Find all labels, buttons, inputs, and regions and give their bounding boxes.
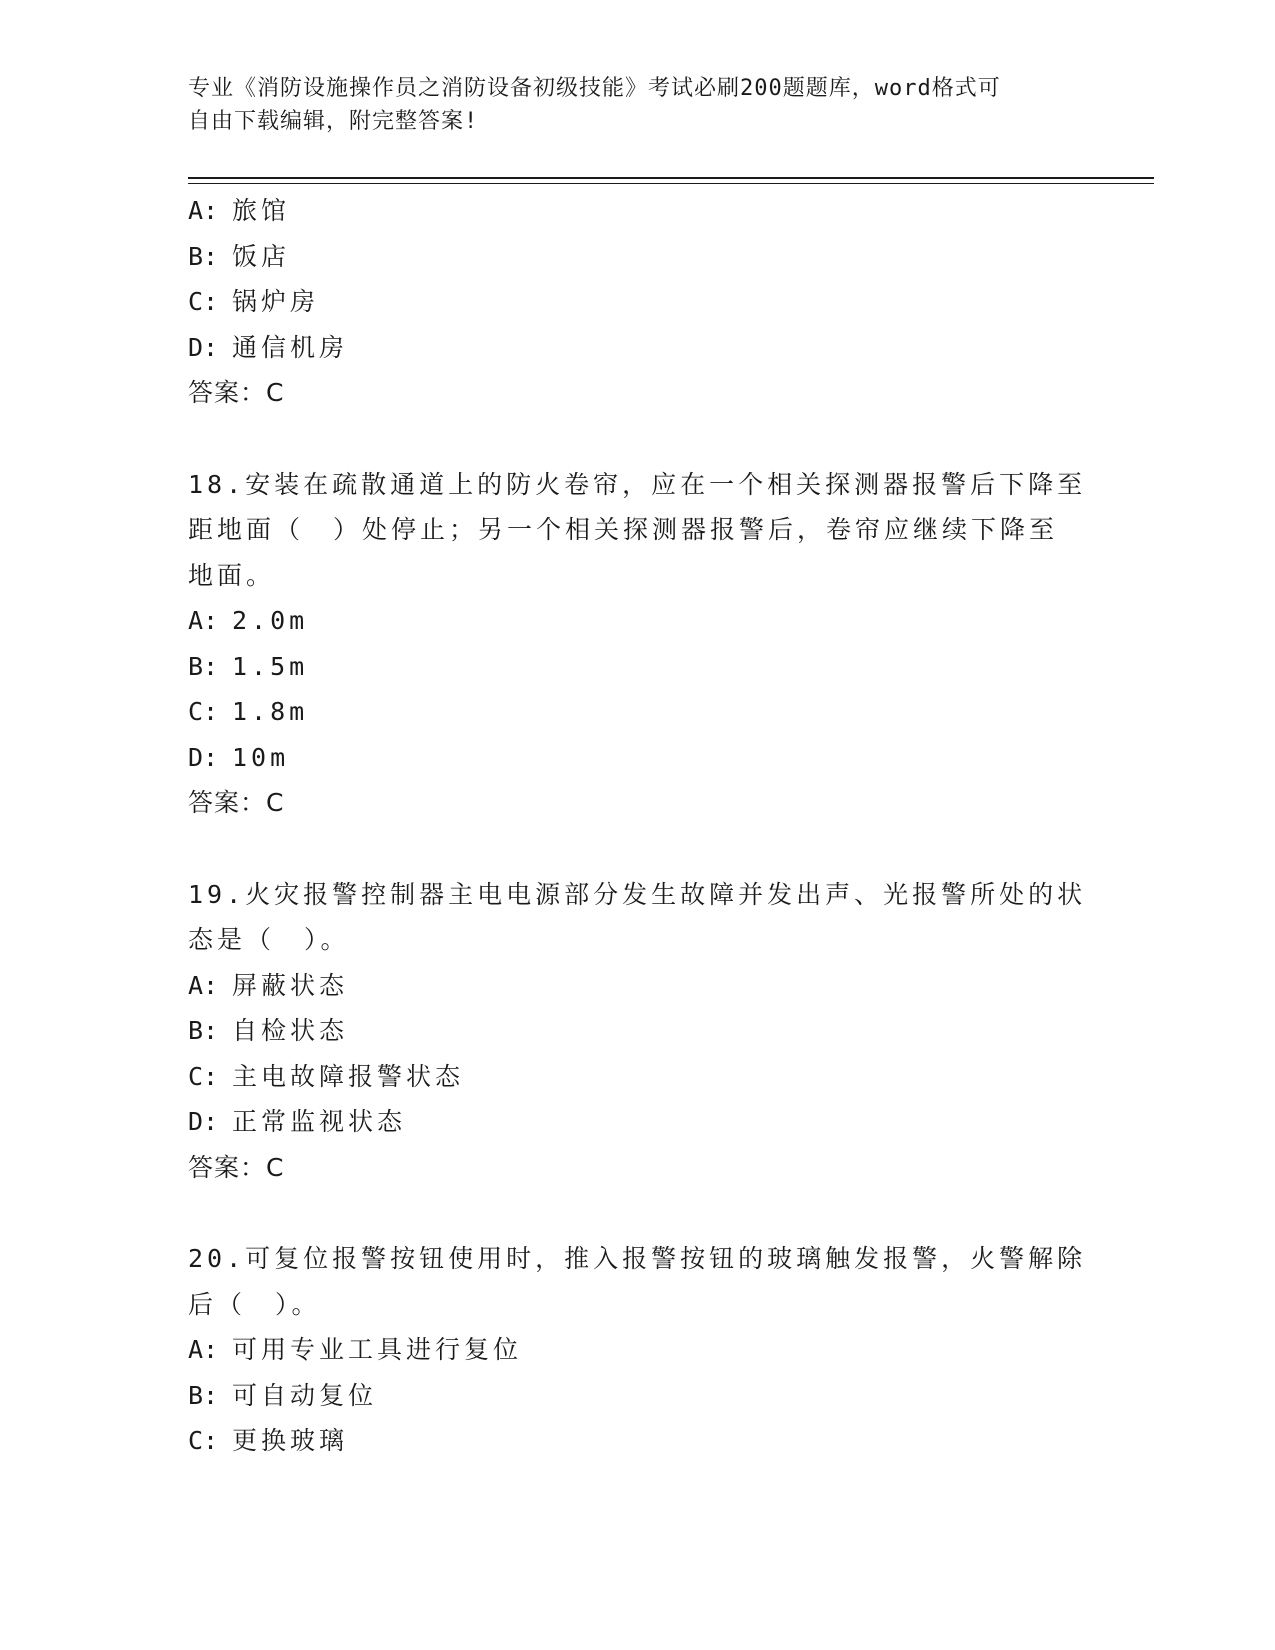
answer: 答案：C bbox=[188, 1152, 285, 1182]
question-text-line: 地面。 bbox=[188, 560, 276, 590]
option-b: B: 可自动复位 bbox=[188, 1380, 378, 1410]
option-c: C: 锅炉房 bbox=[188, 287, 320, 316]
question-text-line: 20.可复位报警按钮使用时，推入报警按钮的玻璃触发报警，火警解除 bbox=[188, 1244, 1087, 1273]
option-a: A: 可用专业工具进行复位 bbox=[188, 1335, 523, 1364]
document-header bbox=[188, 72, 1068, 138]
question-20 bbox=[188, 1236, 1088, 1464]
spacer bbox=[188, 416, 1088, 462]
option-c: C: 更换玻璃 bbox=[188, 1426, 349, 1455]
spacer bbox=[188, 826, 1088, 872]
option-b: B: 1.5m bbox=[188, 651, 309, 681]
answer: 答案：C bbox=[188, 788, 285, 817]
question-text-line: 18.安装在疏散通道上的防火卷帘，应在一个相关探测器报警后下降至 bbox=[188, 469, 1087, 499]
question-text-line: 后（ ）。 bbox=[188, 1289, 321, 1319]
answer: 答案：C bbox=[188, 378, 285, 407]
header-title-line-1: 专业《消防设施操作员之消防设备初级技能》考试必刷200题题库，word格式可 bbox=[188, 76, 1001, 101]
option-d: D: 通信机房 bbox=[188, 332, 349, 362]
question-19 bbox=[188, 872, 1088, 1191]
question-text-line: 19.火灾报警控制器主电电源部分发生故障并发出声、光报警所处的状 bbox=[188, 879, 1087, 909]
question-text-line: 距地面（ ）处停止；另一个相关探测器报警后，卷帘应继续下降至 bbox=[188, 515, 1059, 544]
option-c: C: 1.8m bbox=[188, 697, 309, 726]
question-text-line: 态是（ ）。 bbox=[188, 925, 350, 954]
header-rule-thin bbox=[188, 183, 1154, 184]
header-rule-thick bbox=[188, 177, 1154, 179]
option-b: B: 自检状态 bbox=[188, 1016, 349, 1045]
option-c: C: 主电故障报警状态 bbox=[188, 1061, 465, 1091]
option-d: D: 10m bbox=[188, 742, 290, 772]
question-content bbox=[188, 188, 1088, 1464]
option-a: A: 旅馆 bbox=[188, 196, 291, 225]
header-title-line-2: 自由下载编辑，附完整答案! bbox=[188, 109, 479, 134]
option-a: A: 屏蔽状态 bbox=[188, 970, 349, 1000]
option-a: A: 2.0m bbox=[188, 606, 309, 635]
spacer bbox=[188, 1190, 1088, 1236]
option-b: B: 饭店 bbox=[188, 241, 291, 271]
option-d: D: 正常监视状态 bbox=[188, 1107, 407, 1136]
question-18 bbox=[188, 462, 1088, 826]
question-17 bbox=[188, 188, 1088, 416]
